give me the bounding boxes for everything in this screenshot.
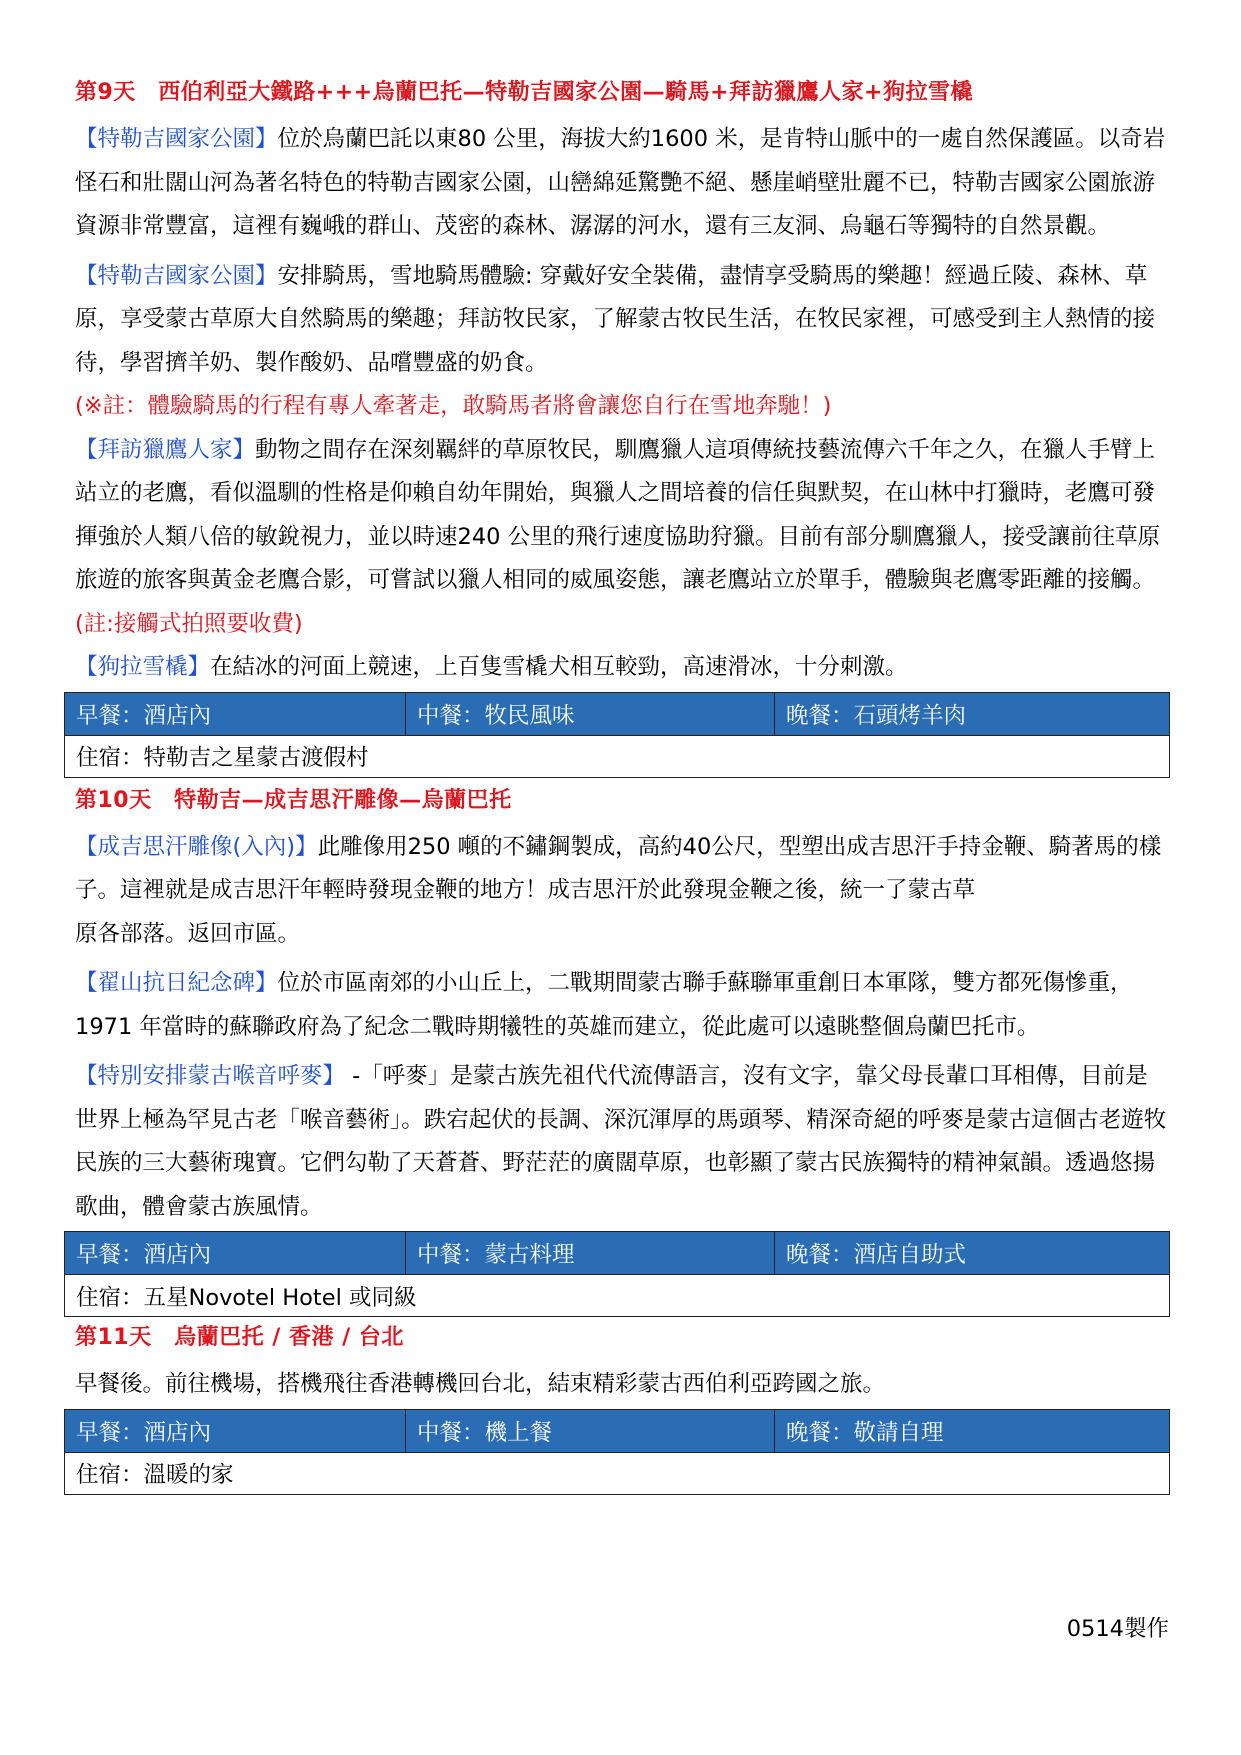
dinner-cell: 晚餐：石頭烤羊肉 [775, 692, 1170, 735]
day9-riding-note: (※註：體驗騎馬的行程有專人牽著走，敢騎馬者將會讓您自行在雪地奔馳！) [75, 393, 832, 419]
day9-horse-tag: 【特勒吉國家公園】 [75, 262, 278, 289]
day10-khoomei-text: -「呼麥」是蒙古族先祖代代流傳語言，沒有文字，靠父母長輩口耳相傳，目前是世界上極為罕見古老「喉音藝術」。跌宕起伏的長調、深沉渾厚的馬頭琴、精深奇絕的呼麥是蒙古這個古老遊牧民族的三大藝術瑰寶。它們勾勒了天蒼蒼、野茫茫的廣闊草原，也彰顯了蒙古民族獨特的精神氣韻。透過悠揚歌曲，體會蒙古族風情。 [75, 1063, 1167, 1220]
meal-row [65, 1232, 1170, 1275]
day9-title: 第9天 西伯利亞大鐵路+++烏蘭巴托—特勒吉國家公園—騎馬+拜訪獵鷹人家+狗拉雪橇 [75, 80, 973, 105]
breakfast-cell: 早餐：酒店內 [65, 1409, 406, 1452]
day10-khoomei-tag: 【特別安排蒙古喉音呼麥】 [75, 1063, 346, 1089]
day10-zaisan-text: 位於市區南郊的小山丘上，二戰期間蒙古聯手蘇聯軍重創日本軍隊，雙方都死傷慘重，1971 年當時的蘇聯政府為了紀念二戰時期犧牲的英雄而建立，從此處可以遠眺整個烏蘭巴托市。 [75, 970, 1133, 1040]
day9-horse-riding [75, 255, 1167, 386]
day10-statue-text: 此雕像用250 噸的不鏽鋼製成，高約40公尺，型塑出成吉思汗手持金鞭、騎著馬的樣子。這裡就是成吉思汗年輕時發現金鞭的地方！成吉思汗於此發現金鞭之後，統一了蒙古草 [75, 833, 1162, 903]
footer-code: 0514製作 [1066, 1616, 1169, 1642]
day9-meal-table [64, 692, 1170, 778]
day9-horse-text: 安排騎馬，雪地騎馬體驗: 穿戴好安全裝備，盡情享受騎馬的樂趣！經過丘陵、森林、草原，享受蒙古草原大自然騎馬的樂趣；拜訪牧民家，了解蒙古牧民生活，在牧民家裡，可感受到主人熱情的接待，學習擠羊奶、製作酸奶、品嚐豐盛的奶食。 [75, 262, 1156, 376]
lunch-cell: 中餐：蒙古料理 [406, 1232, 775, 1275]
day10-title: 第10天 特勒吉—成吉思汗雕像—烏蘭巴托 [75, 787, 512, 813]
lodging-cell: 住宿：溫暖的家 [65, 1452, 1170, 1494]
day10-genghis-statue [75, 826, 1167, 913]
lodging-cell: 住宿：特勒吉之星蒙古渡假村 [65, 735, 1170, 777]
day9-terelj-tag: 【特勒吉國家公園】 [75, 126, 278, 152]
day11-text: 早餐後。前往機場，搭機飛往香港轉機回台北，結束精彩蒙古西伯利亞跨國之旅。 [75, 1371, 886, 1397]
day9-sled-tag: 【狗拉雪橇】 [75, 654, 211, 680]
day9-dog-sled [75, 646, 1167, 690]
lodging-cell: 住宿：五星Novotel Hotel 或同級 [65, 1275, 1170, 1317]
itinerary-page [63, 80, 1171, 1497]
day9-terelj-text: 位於烏蘭巴託以東80 公里，海拔大約1600 米，是肯特山脈中的一處自然保護區。以奇岩怪石和壯闊山河為著名特色的特勒吉國家公園，山巒綿延驚艷不絕、懸崖峭壁壯麗不已，特勒吉國家公園旅游資源非常豐富，這裡有巍峨的群山、茂密的森林、潺潺的河水，還有三友洞、烏龜石等獨特的自然景觀。 [75, 126, 1166, 239]
day10-khoomei [75, 1055, 1167, 1229]
breakfast-cell: 早餐：酒店內 [65, 692, 406, 735]
lodging-row [65, 1452, 1170, 1494]
day10-statue-cont: 原各部落。返回市區。 [75, 920, 301, 947]
day9-eagle-tag: 【拜訪獵鷹人家】 [75, 436, 256, 463]
day10-zaisan-memorial [75, 962, 1167, 1049]
day9-eagle-text: 動物之間存在深刻羈絆的草原牧民，馴鷹獵人這項傳統技藝流傳六千年之久，在獵人手臂上站立的老鷹，看似溫馴的性格是仰賴自幼年開始，與獵人之間培養的信任與默契，在山林中打獵時，老鷹可發揮強於人類八倍的敏銳視力，並以時速240 公里的飛行速度協助狩獵。目前有部分馴鷹獵人，接受讓前往草原旅遊的旅客與黃金老鷹合影，可嘗試以獵人相同的威風姿態，讓老鷹站立於單手，體驗與老鷹零距離的接觸。 [75, 436, 1161, 593]
day10-meal-table [64, 1231, 1170, 1317]
day9-sled-text: 在結冰的河面上競速，上百隻雪橇犬相互較勁，高速滑冰，十分刺激。 [210, 654, 908, 680]
lodging-row [65, 735, 1170, 777]
day9-eagle-hunter [75, 429, 1167, 647]
meal-row [65, 1409, 1170, 1452]
lunch-cell: 中餐：牧民風味 [406, 692, 775, 735]
day10-zaisan-tag: 【翟山抗日紀念碑】 [75, 970, 278, 996]
lunch-cell: 中餐：機上餐 [406, 1409, 775, 1452]
meal-row [65, 692, 1170, 735]
dinner-cell: 晚餐：酒店自助式 [775, 1232, 1170, 1275]
lodging-row [65, 1275, 1170, 1317]
dinner-cell: 晚餐：敬請自理 [775, 1409, 1170, 1452]
day11-meal-table [64, 1409, 1170, 1495]
day10-statue-tag: 【成吉思汗雕像(入內)】 [75, 833, 318, 860]
day11-title: 第11天 烏蘭巴托 / 香港 / 台北 [75, 1325, 404, 1350]
day9-eagle-note: (註:接觸式拍照要收費) [75, 610, 303, 637]
day9-terelj-park [75, 118, 1167, 249]
breakfast-cell: 早餐：酒店內 [65, 1232, 406, 1275]
